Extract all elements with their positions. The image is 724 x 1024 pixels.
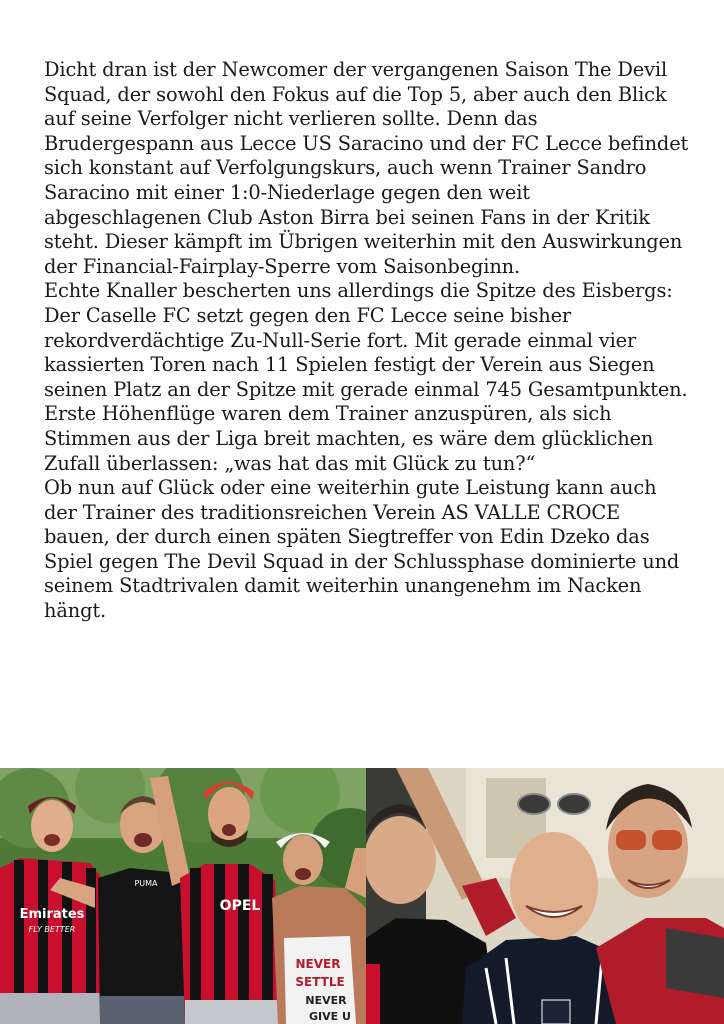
fans-group-photo (0, 768, 366, 1024)
paragraph-1: Dicht dran ist der Newcomer der vergangenen Saison The Devil Squad, der sowohl den Fokus auf die Top 5, aber auch den Blick auf seine Verfolger nicht verlieren sollte. Denn das Brudergespann aus Lecce US Saracino und der FC Lecce befindet sich konstant auf Verfolgungskurs, auch wenn Trainer Sandro Saracino mit einer 1:0-Niederlage gegen den weit abgeschlagenen Club Aston Birra bei seinen Fans in der Kritik steht. Dieser kämpft im Übrigen weiterhin mit den Auswirkungen der Financial-Fairplay-Sperre vom Saisonbeginn. (44, 58, 689, 278)
article-text (44, 58, 689, 624)
shirt-text-never-1: NEVER (295, 957, 341, 971)
shirt-text-settle: SETTLE (295, 975, 345, 989)
shirt-text-never-2: NEVER (305, 994, 347, 1007)
photo-strip (0, 768, 724, 1024)
shirt-text-give-up: GIVE U (309, 1010, 351, 1023)
paragraph-2: Echte Knaller bescherten uns allerdings die Spitze des Eisbergs: Der Caselle FC setzt gegen den FC Lecce seine bisher rekordverdächtige Zu-Null-Serie fort. Mit gerade einmal vier kassierten Toren nach 11 Spielen festigt der Verein aus Siegen seinen Platz an der Spitze mit gerade einmal 745 Gesamtpunkten. Erste Höhenflüge waren dem Trainer anzuspüren, als sich Stimmen aus der Liga breit machten, es wäre dem glücklichen Zufall überlassen: „was hat das mit Glück zu tun?“ (44, 279, 688, 475)
shirt-text-opel: OPEL (219, 898, 261, 914)
fans-closeup-photo (366, 768, 724, 1024)
shirt-text-puma: PUMA (134, 879, 158, 888)
paragraph-3: Ob nun auf Glück oder eine weiterhin gute Leistung kann auch der Trainer des traditionsreichen Verein AS VALLE CROCE bauen, der durch einen späten Siegtreffer von Edin Dzeko das Spiel gegen The Devil Squad in der Schlussphase dominierte und seinem Stadtrivalen damit weiterhin unangenehm im Nacken hängt. (44, 476, 680, 623)
shirt-text-emirates: Emirates (19, 907, 85, 922)
shirt-text-fly-better: FLY BETTER (28, 925, 76, 934)
